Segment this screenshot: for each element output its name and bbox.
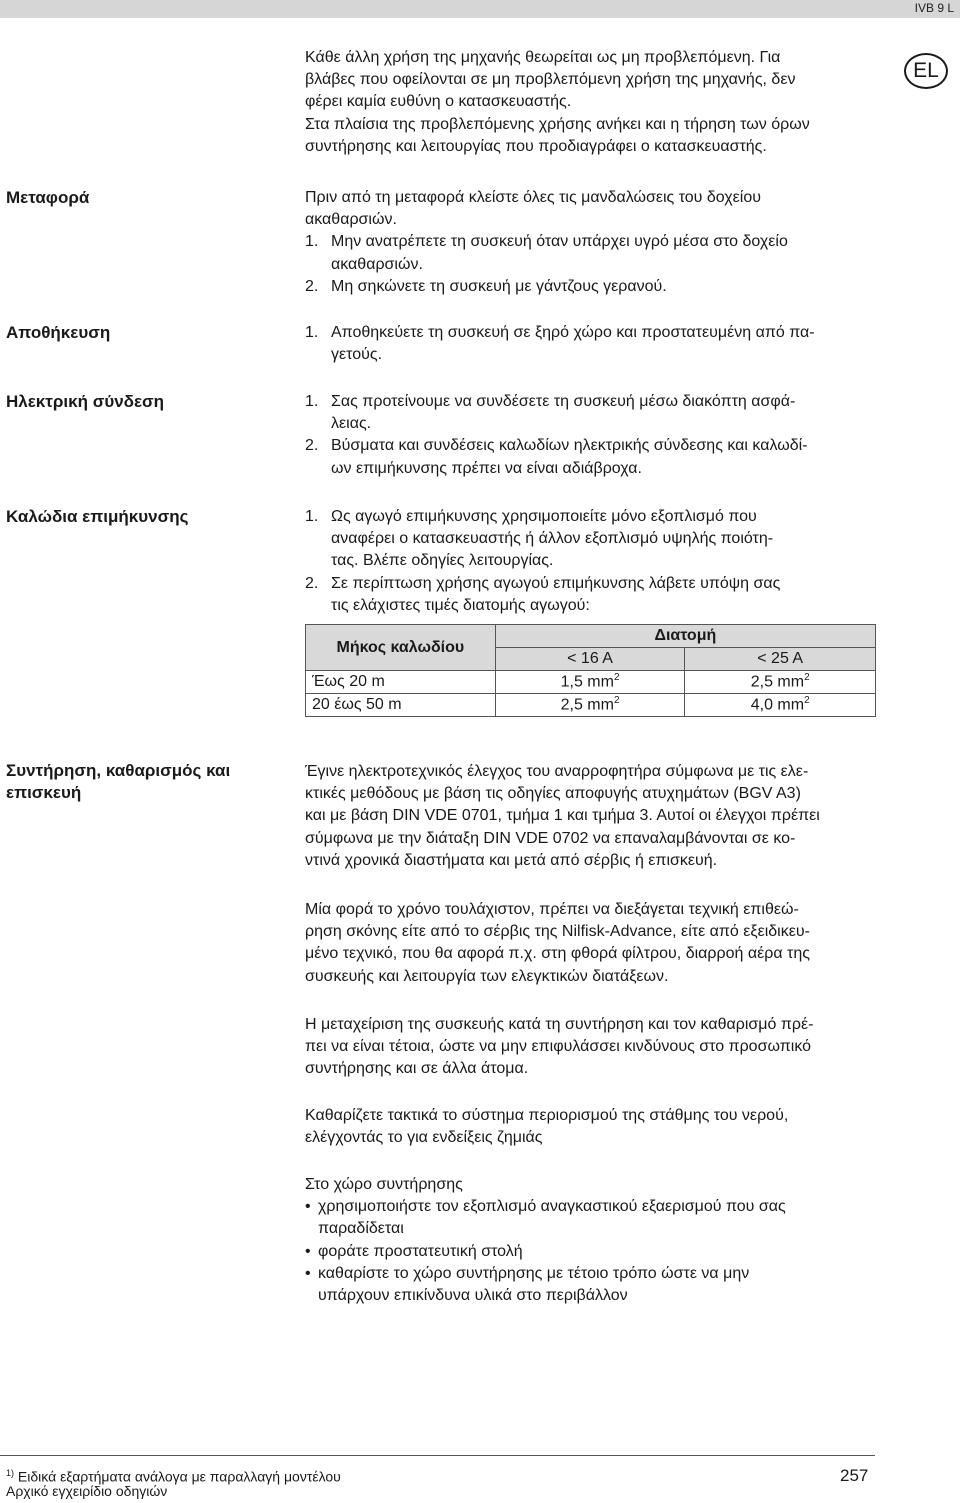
list-item: • καθαρίστε το χώρο συντήρησης με τέτοιο τρόπο ώστε να μην υπάρχουν επικίνδυνα υλικά στο περιβάλλον [305, 1264, 750, 1305]
footnote-text: Ειδικά εξαρτήματα ανάλογα με παραλλαγή μοντέλου [17, 1468, 341, 1485]
cell-16a: 2,5 $mm^2$ [495, 694, 685, 717]
footnote-mark: 1) [6, 1468, 15, 1478]
maintenance-paragraph-2: Μία φορά το χρόνο τουλάχιστον, πρέπει να διεξάγεται τεχνική επιθεώ- ρηση σκόνης είτε από το σέρβις της Nilfisk-Advance, είτε από εξειδικευ- μένο τεχνικό, που θα αφορά π.χ. στη φθορά φίλτρου, διαρροή αέρα της συσκευής και λειτουργία των ελεγκτικών διατάξεων. [305, 901, 810, 985]
item-number: 2. [305, 277, 319, 295]
item-line: Μη σηκώνετε τη συσκευή με γάντζους γερανού. [331, 277, 667, 295]
intro-line: βλάβες που οφείλονται σε μη προβλεπόμενη χρήση της μηχανής, δεν [305, 71, 796, 89]
extension-heading: Καλώδια επιμήκυνσης [6, 507, 189, 526]
item-line: Σε περίπτωση χρήσης αγωγού επιμήκυνσης λάβετε υπόψη σας [331, 574, 781, 592]
item-line: Σας προτείνουμε να συνδέσετε τη συσκευή μέσω διακόπτη ασφά- [331, 393, 796, 410]
footer-divider [0, 1455, 875, 1456]
transport-section [305, 187, 875, 298]
list-item [305, 231, 875, 275]
list-item [305, 391, 875, 435]
language-badge: EL [904, 53, 948, 89]
transport-line: Πριν από τη μεταφορά κλείστε όλες τις μανδαλώσεις του δοχείου [305, 189, 761, 206]
item-line: τας. Βλέπε οδηγίες λειτουργίας. [331, 552, 554, 570]
item-number: 1. [305, 393, 319, 410]
model-label: IVB 9 L [914, 1, 954, 15]
item-number: 1. [305, 324, 319, 341]
bullet-icon: • [305, 1198, 311, 1216]
manual-label: Αρχικό εγχειρίδιο οδηγιών [6, 1483, 168, 1499]
table-row [306, 671, 876, 694]
table-header-row [306, 625, 876, 648]
table-row [306, 694, 876, 717]
bullet-intro: Στο χώρο συντήρησης [305, 1176, 463, 1193]
header-16a: < 16 A [495, 648, 685, 671]
intro-line: φέρει καμία ευθύνη ο κατασκευαστής. [305, 93, 572, 111]
list-item [305, 435, 875, 479]
header-cross-section: Διατομή [495, 625, 875, 648]
bullet-icon: • [305, 1242, 311, 1260]
cell-16a: 1,5 $mm^2$ [495, 671, 685, 694]
list-item [305, 573, 875, 617]
item-line: λειας. [331, 415, 372, 433]
header-cable-length: Μήκος καλωδίου [306, 625, 496, 671]
extension-section [305, 506, 875, 617]
item-number: 2. [305, 437, 319, 455]
item-number: 1. [305, 233, 319, 251]
list-item [305, 276, 875, 298]
maintenance-paragraph-5 [305, 1174, 875, 1307]
maintenance-paragraph-3: Η μεταχείριση της συσκευής κατά τη συντήρηση και τον καθαρισμό πρέ- πει να είναι τέτοια, ώστε να μην επιφυλάσσει κινδύνους στο προσωπικό συντήρησης και σε άλλα άτομα. [305, 1016, 814, 1078]
maintenance-paragraph-1: Έγινε ηλεκτροτεχνικός έλεγχος του αναρροφητήρα σύμφωνα με τις ελε- κτικές μεθόδους με βάση τις οδηγίες αποφυγής ατυχημάτων (BGV A3) και με βάση DIN VDE 0701, τμήμα 1 και τμήμα 3. Αυτοί οι έλεγχοι πρέπει σύμφωνα με την διάταξη DIN VDE 0702 να επαναλαμβάνονται σε κο- ντινά χρονικά διαστήματα και μετά από σέρβις ή επισκευή. [305, 763, 820, 869]
intro-line: συντήρησης και λειτουργίας που προδιαγράφει ο κατασκευαστής. [305, 137, 767, 155]
item-line: Μην ανατρέπετε τη συσκευή όταν υπάρχει υγρό μέσα στο δοχείο [331, 233, 788, 251]
item-line: τις ελάχιστες τιμές διατομής αγωγού: [331, 596, 590, 614]
header-bar [0, 0, 960, 18]
page-number: 257 [840, 1466, 869, 1485]
item-number: 1. [305, 508, 319, 525]
item-number: 2. [305, 574, 319, 592]
cell-length: Έως 20 m [306, 671, 496, 694]
electrical-section [305, 391, 875, 480]
header-25a: < 25 A [685, 648, 876, 671]
list-item [305, 506, 875, 573]
item-line: αναφέρει ο κατασκευαστής ή άλλον εξοπλισμό υψηλής ποιότη- [331, 530, 774, 548]
item-line: γετούς. [331, 346, 383, 364]
transport-line: ακαθαρσιών. [305, 211, 397, 229]
intro-paragraph [305, 47, 875, 158]
bullet-icon: • [305, 1264, 311, 1282]
cable-section-table [305, 624, 876, 717]
intro-line: Στα πλαίσια της προβλεπόμενης χρήσης ανήκει και η τήρηση των όρων [305, 115, 810, 133]
transport-heading: Μεταφορά [6, 188, 90, 207]
item-line: Ως αγωγό επιμήκυνσης χρησιμοποιείτε μόνο εξοπλισμό που [331, 508, 757, 525]
cell-25a: 2,5 $mm^2$ [685, 671, 876, 694]
item-line: Αποθηκεύετε τη συσκευή σε ξηρό χώρο και προστατευμένη από πα- [331, 324, 815, 341]
item-line: ων επιμήκυνσης πρέπει να είναι αδιάβροχα. [331, 459, 642, 477]
intro-line: Κάθε άλλη χρήση της μηχανής θεωρείται ως μη προβλεπόμενη. Για [305, 49, 781, 66]
maintenance-heading: Συντήρηση, καθαρισμός και επισκευή [6, 761, 231, 802]
storage-heading: Αποθήκευση [6, 323, 111, 342]
list-item [305, 322, 875, 366]
item-line: Βύσματα και συνδέσεις καλωδίων ηλεκτρικής σύνδεσης και καλωδί- [331, 437, 808, 455]
list-item: • χρησιμοποιήστε τον εξοπλισμό αναγκαστικού εξαερισμού που σας παραδίδεται [305, 1198, 786, 1238]
electrical-heading: Ηλεκτρική σύνδεση [6, 392, 165, 411]
maintenance-paragraph-4: Καθαρίζετε τακτικά το σύστημα περιορισμού της στάθμης του νερού, ελέγχοντάς το για ενδείξεις ζημιάς [305, 1107, 789, 1147]
cell-length: 20 έως 50 m [306, 694, 496, 717]
item-line: ακαθαρσιών. [331, 255, 423, 273]
cell-25a: 4,0 $mm^2$ [685, 694, 876, 717]
storage-section [305, 322, 875, 366]
list-item: • φοράτε προστατευτική στολή [305, 1241, 875, 1263]
